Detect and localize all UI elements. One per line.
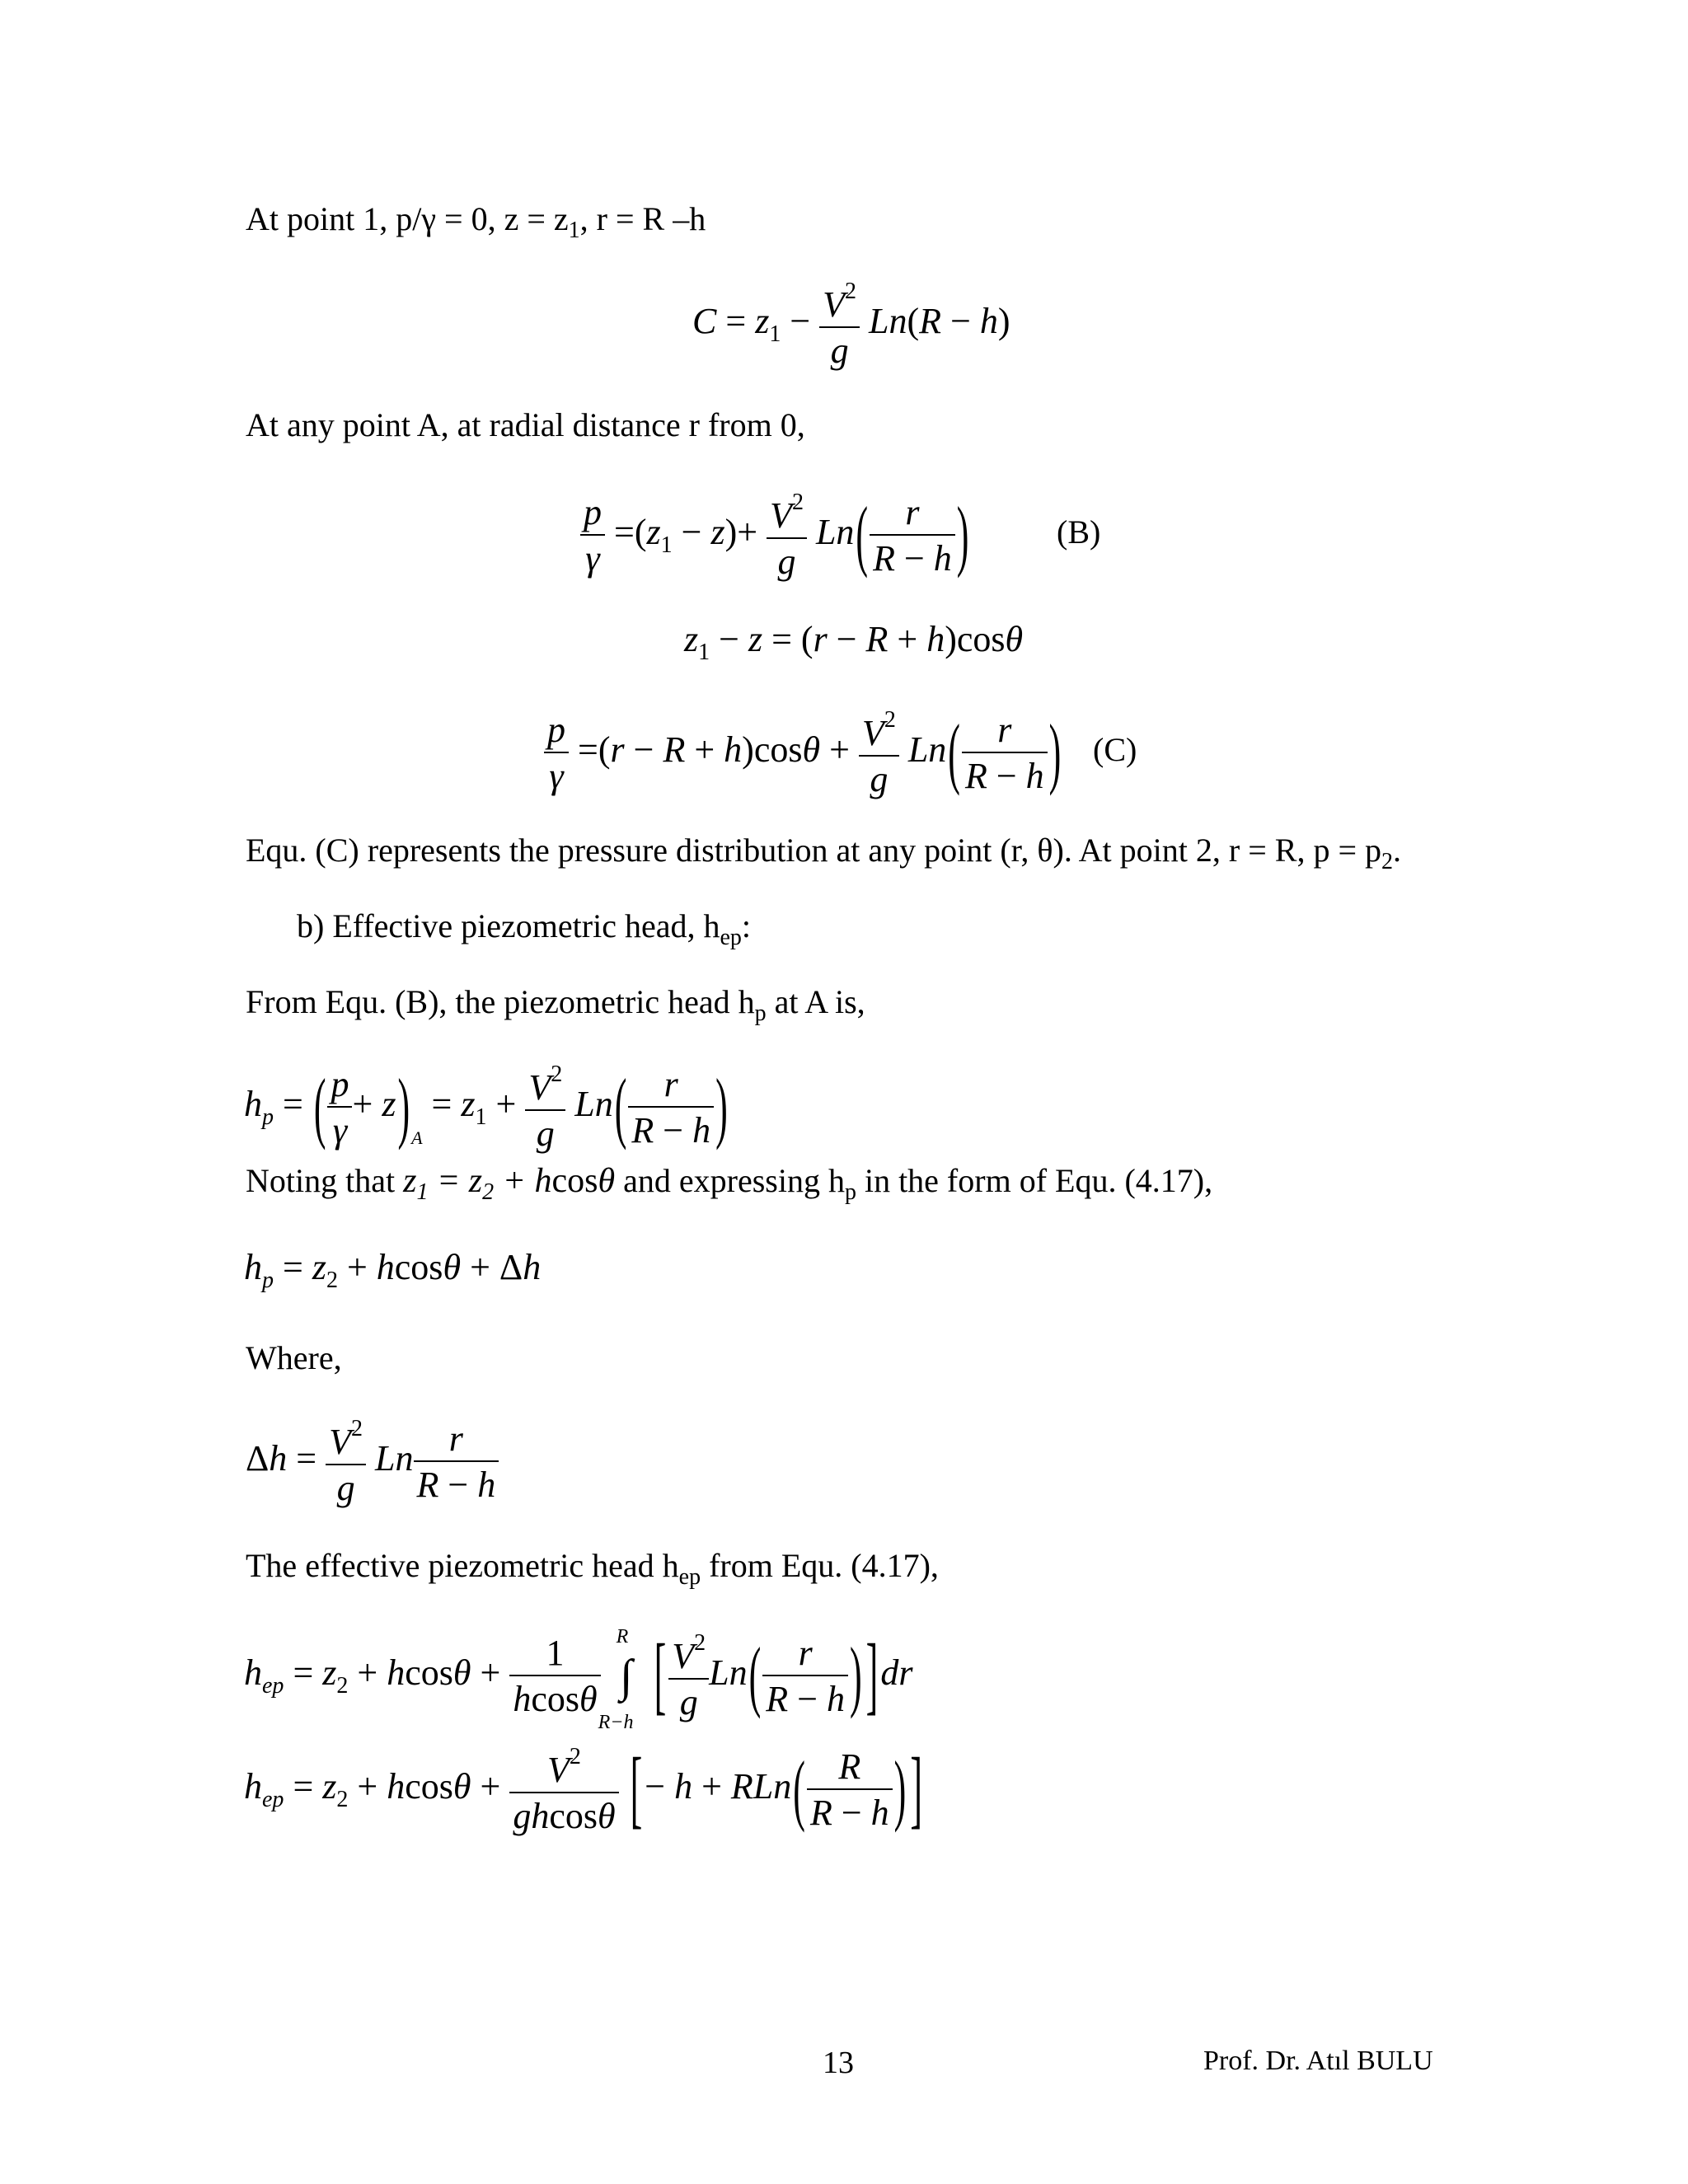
equation-b: $\frac{p}{\gamma}$ $=(z_1 - z)+$ $\frac{V^2}{g}$ Ln( $\frac{r}{R - h}$ ) <box>580 491 970 580</box>
page-number: 13 <box>823 2046 854 2080</box>
subscript: p <box>844 1179 856 1205</box>
text-part: and expressing h <box>615 1162 845 1199</box>
text-part: from Equ. (4.17), <box>701 1547 939 1584</box>
equation-delta-h: Δh = $\frac{V^2}{g}$ Ln $\frac{r}{R - h}$ <box>246 1418 499 1507</box>
subscript: ep <box>678 1564 701 1590</box>
equation-label-b: (B) <box>1057 513 1101 551</box>
text-part: : <box>741 907 752 944</box>
text-part: b) Effective piezometric head, h <box>297 907 720 944</box>
equation-hep-integral: $h_{ep} = z_2 + hcos\theta$ + $\frac{1}{hcos\theta}$ ∫ R R−h [ $\frac{V^2}{g}$ Ln( $\frac{r}{R - h}$ ) ]dr <box>244 1626 913 1733</box>
integral-icon: ∫ R R−h <box>598 1626 634 1733</box>
subscript: ep <box>720 925 742 950</box>
text-part: , r = R –h <box>579 200 706 237</box>
text-part: Noting that <box>246 1162 404 1199</box>
equation-constant-c: $C = z_1$ − $\frac{V^2}{g}$ Ln(R − h) <box>692 279 1010 371</box>
text-part: in the form of Equ. (4.17), <box>856 1162 1213 1199</box>
text-line-where: Where, <box>246 1339 342 1376</box>
inline-equation: $z_1 = z_2 + hcos\theta$ <box>403 1162 616 1205</box>
text-line-any-point: At any point A, at radial distance r from 0, <box>246 406 805 443</box>
equation-hep-result: $h_{ep} = z_2 + hcos\theta$ + $\frac{V^2}{ghcos\theta}$ [− h + RLn( $\frac{R}{R - h}$ ) ] <box>244 1741 922 1838</box>
text-part: From Equ. (B), the piezometric head h <box>246 983 755 1020</box>
equation-c: $\frac{p}{\gamma}$ =(r − R + h)cosθ + $\frac{V^2}{g}$ Ln( $\frac{r}{R - h}$ ) <box>544 709 1062 798</box>
text-line-noting <box>246 1164 1212 1204</box>
text-line-equ-c <box>246 834 1401 874</box>
equation-label-c: (C) <box>1093 731 1137 768</box>
section-heading-b <box>297 907 752 950</box>
equation-hp-form: $h_p = z_2 + hcos\theta + \Delta h$ <box>244 1247 542 1293</box>
subscript: 1 <box>568 218 580 243</box>
subscript: p <box>754 1001 767 1026</box>
text-part: at A is, <box>766 983 865 1020</box>
footer-author: Prof. Dr. Atıl BULU <box>1203 2046 1433 2076</box>
text-line-point1 <box>246 200 706 243</box>
text-part: . <box>1393 832 1402 869</box>
text-part: Equ. (C) represents the pressure distribution at any point (r, θ). At point 2, r = R, p = p <box>246 832 1382 869</box>
text-part: The effective piezometric head h <box>246 1547 679 1584</box>
text-line-from-equ-b <box>246 983 865 1026</box>
text-line-effective-head <box>246 1549 939 1589</box>
equation-hp: $h_p$ = ( $\frac{p}{\gamma}$ + $z)_A = z_1$ + $\frac{V^2}{g}$ Ln( $\frac{r}{R - h}$ ) <box>244 1062 728 1154</box>
subscript: 2 <box>1381 849 1394 874</box>
equation-z-difference: $z_1 - z = (r - R + h)\cos\theta$ <box>684 619 1024 665</box>
text-part: At point 1, p/γ = 0, z = z <box>246 200 569 237</box>
